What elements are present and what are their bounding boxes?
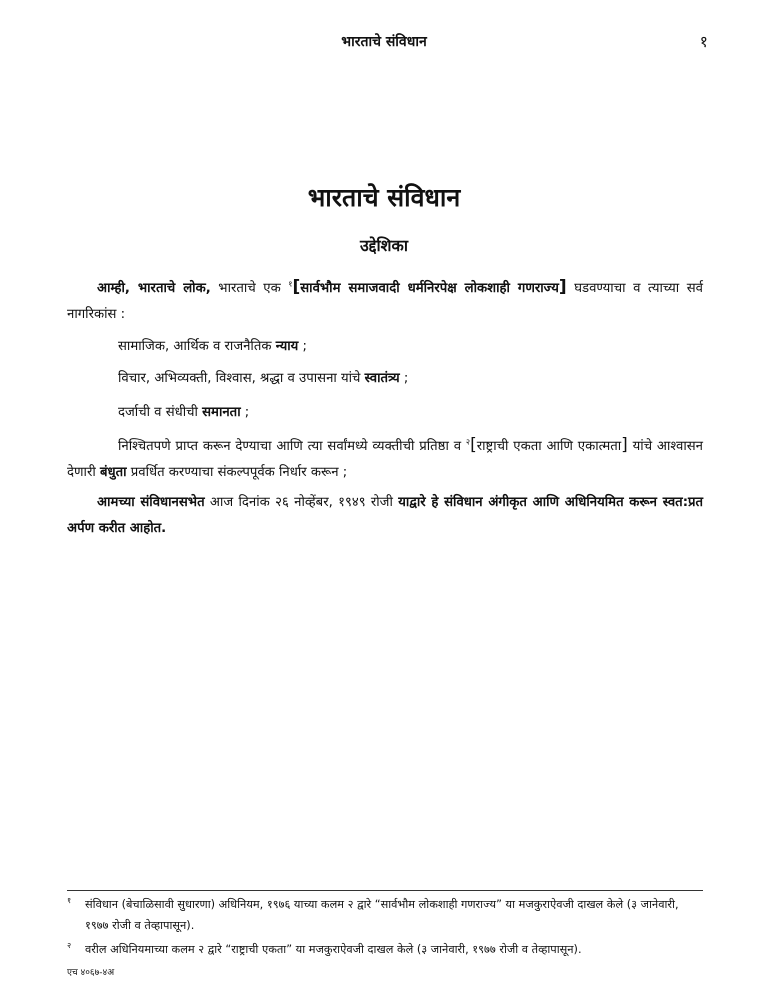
bracket-open: [: [292, 277, 301, 297]
bracket-open: [: [470, 435, 477, 455]
running-title: भारताचे संविधान: [341, 34, 427, 50]
unity-phrase: राष्ट्राची एकता आणि एकात्मता: [476, 439, 622, 454]
preamble-lead: आम्ही, भारताचे लोक,: [97, 281, 211, 296]
clause-equality: [118, 400, 703, 426]
preamble-opening-paragraph: [67, 274, 703, 328]
clause-liberty: [118, 366, 703, 392]
clause-text: सामाजिक, आर्थिक व राजनैतिक: [118, 339, 276, 354]
preamble-text: घडवण्याचा व त्याच्या सर्व नागरिकांस :: [67, 281, 703, 322]
assembly-phrase: आमच्या संविधानसभेत: [97, 495, 205, 510]
clause-justice: [118, 334, 703, 360]
footnote-2-text: वरील अधिनियमाच्या कलम २ द्वारे “राष्ट्राची एकता” या मजकुराऐवजी दाखल केले (३ जानेवारी, १९७७ रोजी व तेव्हापासून).: [85, 943, 582, 956]
document-title: भारताचे संविधान: [307, 183, 461, 212]
clause-keyword: न्याय: [275, 339, 299, 354]
footnote-divider: [67, 890, 703, 891]
clause-text: विचार, अभिव्यक्ती, विश्वास, श्रद्धा व उपासना यांचे: [118, 371, 365, 386]
footnote-marker-1: १: [288, 279, 293, 289]
running-header: [0, 30, 768, 54]
clause-keyword: समानता: [202, 405, 241, 420]
fraternity-paragraph: [67, 432, 703, 486]
bracket-close: ]: [558, 277, 567, 297]
footnote-2-mark: २: [67, 941, 72, 950]
clause-end: ;: [399, 371, 409, 386]
clause-end: ;: [298, 339, 307, 354]
adoption-date-text: आज दिनांक २६ नोव्हेंबर, १९४९ रोजी: [204, 495, 399, 510]
preamble-text: निश्चितपणे प्राप्त करून देण्याचा आणि त्या सर्वांमध्ये व्यक्तीची प्रतिष्ठा व: [118, 439, 466, 454]
page-number: १: [699, 32, 708, 51]
preamble-text: प्रवर्धित करण्याचा संकल्पपूर्वक निर्धार करून ;: [126, 465, 348, 480]
bracket-close: ]: [621, 435, 628, 455]
clause-text: दर्जाची व संधीची: [118, 405, 203, 420]
preamble-text: भारताचे एक: [210, 281, 289, 296]
adoption-paragraph: [67, 490, 703, 542]
footnote-marker-2: २: [465, 437, 471, 447]
republic-phrase: सार्वभौम समाजवादी धर्मनिरपेक्ष लोकशाही गणराज्य: [300, 281, 559, 296]
footnote-1-mark: १: [67, 896, 72, 905]
print-code: एच ४०६७-४अ: [67, 968, 115, 978]
clause-keyword: स्वातंत्र्य: [364, 371, 400, 386]
footnote-1-text: संविधान (बेचाळिसावी सुधारणा) अधिनियम, १९७६ याच्या कलम २ द्वारे “सार्वभौम लोकशाही गणराज्य” या मजकुराऐवजी दाखल केले (३ जानेवारी, १९७७ रोजी व तेव्हापासून).: [85, 898, 679, 932]
fraternity-keyword: बंधुता: [99, 465, 127, 480]
section-heading: उद्देशिका: [360, 236, 408, 255]
adoption-phrase: याद्वारे हे संविधान अंगीकृत आणि अधिनियमित करून स्वत:प्रत अर्पण करीत आहोत.: [67, 495, 703, 536]
clause-end: ;: [240, 405, 250, 420]
footnote-2: [67, 939, 703, 960]
preamble-text: यांचे आश्वासन देणारी: [67, 439, 703, 480]
footnote-1: [67, 894, 703, 936]
